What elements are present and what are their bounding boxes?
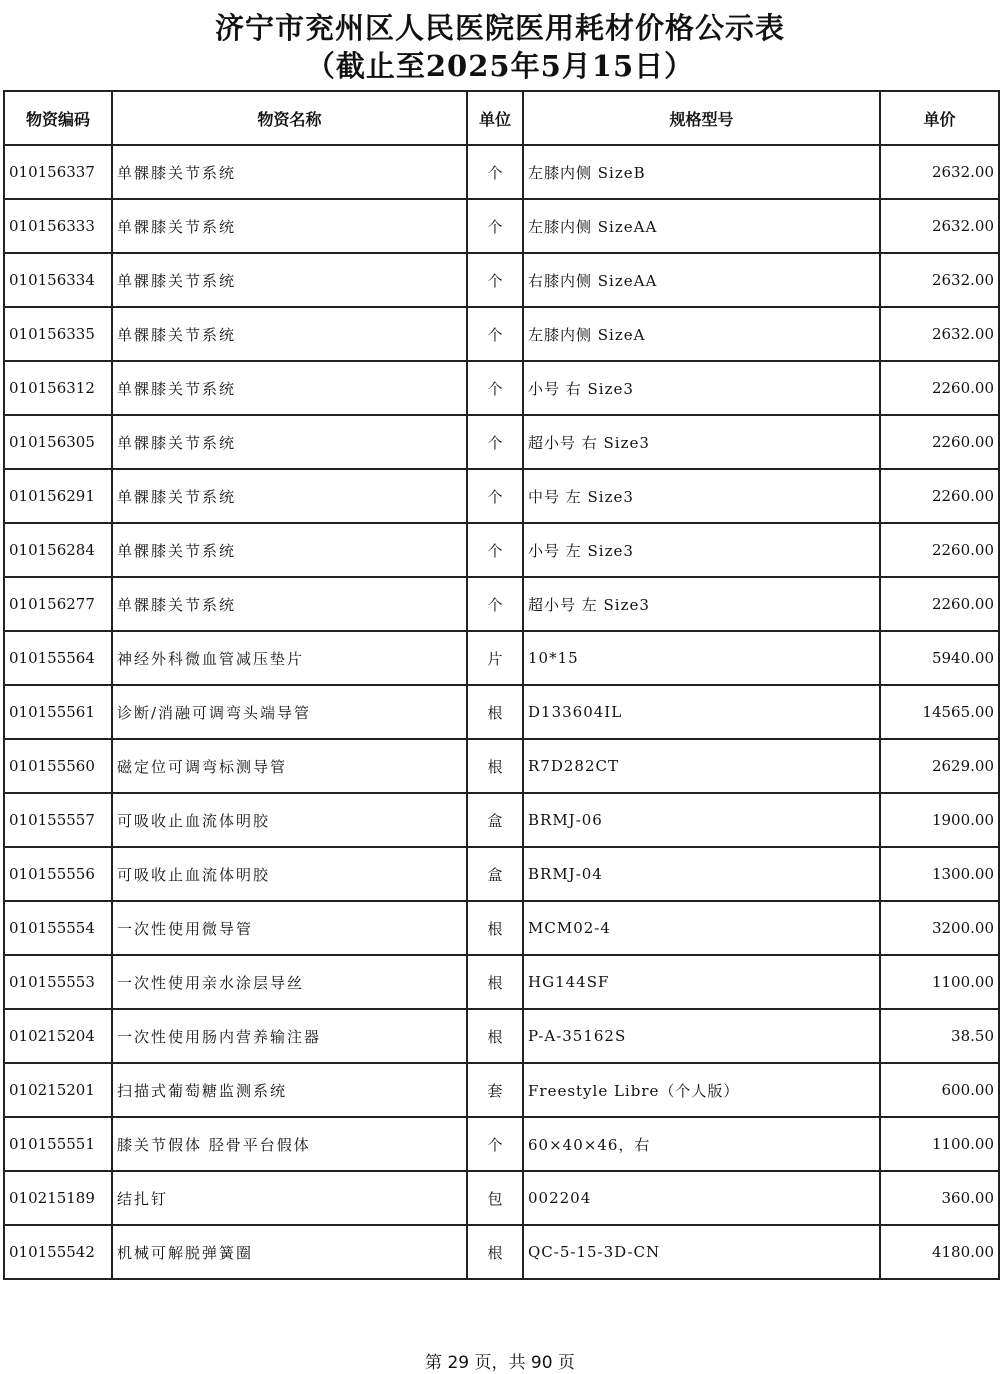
cell-unit: 根	[467, 685, 523, 739]
cell-price: 1900.00	[880, 793, 999, 847]
cell-code: 010156335	[4, 307, 112, 361]
table-row	[4, 253, 999, 307]
cell-name: 单髁膝关节系统	[112, 361, 467, 415]
cell-unit: 盒	[467, 847, 523, 901]
cell-name: 单髁膝关节系统	[112, 199, 467, 253]
cell-code: 010155551	[4, 1117, 112, 1171]
cell-unit: 盒	[467, 793, 523, 847]
cell-unit: 个	[467, 253, 523, 307]
cell-code: 010155564	[4, 631, 112, 685]
cell-spec: 超小号 右 Size3	[523, 415, 880, 469]
table-row	[4, 1225, 999, 1279]
cell-unit: 个	[467, 523, 523, 577]
cell-code: 010155556	[4, 847, 112, 901]
header-name: 物资名称	[112, 91, 467, 145]
cell-price: 4180.00	[880, 1225, 999, 1279]
cell-unit: 个	[467, 199, 523, 253]
cell-price: 600.00	[880, 1063, 999, 1117]
cell-unit: 个	[467, 1117, 523, 1171]
cell-code: 010156312	[4, 361, 112, 415]
table-row	[4, 523, 999, 577]
cell-name: 单髁膝关节系统	[112, 577, 467, 631]
cell-unit: 套	[467, 1063, 523, 1117]
cell-price: 2260.00	[880, 469, 999, 523]
cell-spec: QC-5-15-3D-CN	[523, 1225, 880, 1279]
cell-spec: P-A-35162S	[523, 1009, 880, 1063]
cell-price: 1100.00	[880, 1117, 999, 1171]
cell-spec: 右膝内侧 SizeAA	[523, 253, 880, 307]
table-row	[4, 739, 999, 793]
cell-spec: BRMJ-06	[523, 793, 880, 847]
cell-spec: 中号 左 Size3	[523, 469, 880, 523]
table-row	[4, 631, 999, 685]
table-row	[4, 1063, 999, 1117]
cell-name: 一次性使用微导管	[112, 901, 467, 955]
cell-price: 3200.00	[880, 901, 999, 955]
table-row	[4, 307, 999, 361]
cell-code: 010155557	[4, 793, 112, 847]
cell-unit: 根	[467, 955, 523, 1009]
cell-price: 2629.00	[880, 739, 999, 793]
table-row	[4, 577, 999, 631]
cell-spec: 左膝内侧 SizeAA	[523, 199, 880, 253]
cell-unit: 个	[467, 469, 523, 523]
cell-spec: BRMJ-04	[523, 847, 880, 901]
cell-price: 1300.00	[880, 847, 999, 901]
cell-price: 2260.00	[880, 523, 999, 577]
cell-code: 010215189	[4, 1171, 112, 1225]
table-row	[4, 847, 999, 901]
cell-name: 膝关节假体 胫骨平台假体	[112, 1117, 467, 1171]
cell-code: 010155553	[4, 955, 112, 1009]
cell-name: 单髁膝关节系统	[112, 469, 467, 523]
table-row	[4, 469, 999, 523]
table-row	[4, 793, 999, 847]
cell-name: 一次性使用肠内营养输注器	[112, 1009, 467, 1063]
cell-code: 010156337	[4, 145, 112, 199]
cell-price: 5940.00	[880, 631, 999, 685]
table-row	[4, 1009, 999, 1063]
cell-code: 010215201	[4, 1063, 112, 1117]
header-unit: 单位	[467, 91, 523, 145]
cell-code: 010156305	[4, 415, 112, 469]
cell-spec: Freestyle Libre（个人版）	[523, 1063, 880, 1117]
table-row	[4, 361, 999, 415]
cell-price: 14565.00	[880, 685, 999, 739]
cell-price: 1100.00	[880, 955, 999, 1009]
cell-code: 010155561	[4, 685, 112, 739]
cell-spec: R7D282CT	[523, 739, 880, 793]
cell-name: 扫描式葡萄糖监测系统	[112, 1063, 467, 1117]
header-code: 物资编码	[4, 91, 112, 145]
cell-spec: 左膝内侧 SizeA	[523, 307, 880, 361]
cell-name: 神经外科微血管减压垫片	[112, 631, 467, 685]
table-row	[4, 955, 999, 1009]
cell-name: 单髁膝关节系统	[112, 307, 467, 361]
cell-unit: 个	[467, 361, 523, 415]
cell-unit: 个	[467, 145, 523, 199]
cell-code: 010156291	[4, 469, 112, 523]
cell-price: 2260.00	[880, 577, 999, 631]
cell-price: 2260.00	[880, 361, 999, 415]
table-row	[4, 415, 999, 469]
cell-price: 2632.00	[880, 199, 999, 253]
table-header-row	[4, 91, 999, 145]
header-spec: 规格型号	[523, 91, 880, 145]
table-row	[4, 1117, 999, 1171]
cell-price: 2632.00	[880, 307, 999, 361]
cell-name: 可吸收止血流体明胶	[112, 793, 467, 847]
cell-unit: 个	[467, 577, 523, 631]
table-row	[4, 1171, 999, 1225]
cell-code: 010156333	[4, 199, 112, 253]
cell-unit: 个	[467, 307, 523, 361]
cell-code: 010155554	[4, 901, 112, 955]
cell-name: 可吸收止血流体明胶	[112, 847, 467, 901]
cell-unit: 根	[467, 1009, 523, 1063]
cell-price: 360.00	[880, 1171, 999, 1225]
cell-price: 2260.00	[880, 415, 999, 469]
cell-name: 单髁膝关节系统	[112, 253, 467, 307]
cell-spec: MCM02-4	[523, 901, 880, 955]
cell-name: 单髁膝关节系统	[112, 415, 467, 469]
cell-price: 38.50	[880, 1009, 999, 1063]
page-subtitle-date: （截止至2025年5月15日）	[305, 49, 695, 83]
table-row	[4, 199, 999, 253]
page-title: 济宁市兖州区人民医院医用耗材价格公示表	[214, 11, 785, 45]
cell-unit: 根	[467, 1225, 523, 1279]
cell-spec: 60×40×46，右	[523, 1117, 880, 1171]
table-row	[4, 145, 999, 199]
table-row	[4, 685, 999, 739]
cell-code: 010215204	[4, 1009, 112, 1063]
cell-name: 一次性使用亲水涂层导丝	[112, 955, 467, 1009]
cell-name: 诊断/消融可调弯头端导管	[112, 685, 467, 739]
cell-name: 机械可解脱弹簧圈	[112, 1225, 467, 1279]
cell-spec: 超小号 左 Size3	[523, 577, 880, 631]
cell-unit: 根	[467, 901, 523, 955]
price-table	[3, 90, 1000, 1280]
cell-unit: 根	[467, 739, 523, 793]
cell-spec: 左膝内侧 SizeB	[523, 145, 880, 199]
cell-code: 010155560	[4, 739, 112, 793]
cell-unit: 包	[467, 1171, 523, 1225]
cell-name: 单髁膝关节系统	[112, 523, 467, 577]
cell-price: 2632.00	[880, 145, 999, 199]
cell-unit: 个	[467, 415, 523, 469]
cell-name: 磁定位可调弯标测导管	[112, 739, 467, 793]
cell-code: 010156334	[4, 253, 112, 307]
page-footer: 第 29 页，共 90 页	[425, 1353, 575, 1373]
cell-name: 结扎钉	[112, 1171, 467, 1225]
cell-spec: 002204	[523, 1171, 880, 1225]
cell-spec: 小号 右 Size3	[523, 361, 880, 415]
table-row	[4, 901, 999, 955]
cell-spec: D133604IL	[523, 685, 880, 739]
cell-unit: 片	[467, 631, 523, 685]
cell-price: 2632.00	[880, 253, 999, 307]
cell-code: 010156284	[4, 523, 112, 577]
header-price: 单价	[880, 91, 999, 145]
cell-code: 010156277	[4, 577, 112, 631]
cell-code: 010155542	[4, 1225, 112, 1279]
cell-spec: 10*15	[523, 631, 880, 685]
cell-spec: HG144SF	[523, 955, 880, 1009]
cell-spec: 小号 左 Size3	[523, 523, 880, 577]
cell-name: 单髁膝关节系统	[112, 145, 467, 199]
